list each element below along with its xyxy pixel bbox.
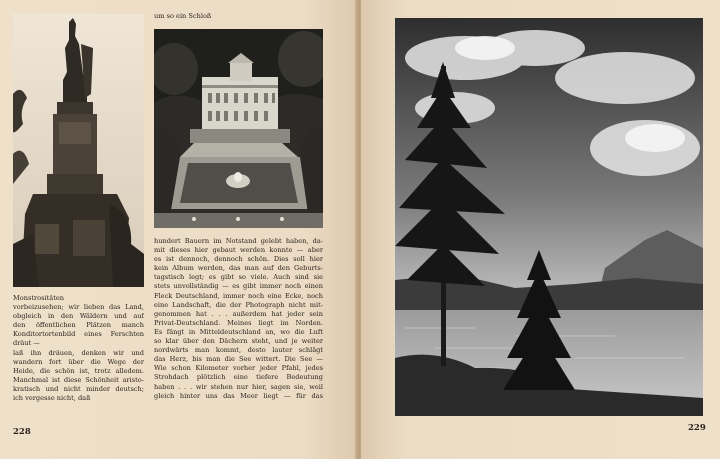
castle-photo [154, 29, 323, 228]
text-line: so klar über den Dächern steht, und je weiter [154, 337, 323, 346]
text-line: laß ihn dräuen, denken wir und [13, 348, 144, 357]
text-line: es ist dennoch, dennoch schön. Dies soll hier [154, 255, 323, 264]
text-line: genommen hat . . . außerdem hat jeder sein [154, 309, 323, 318]
text-line: Privat-Deutschland. Meines liegt im Norden. [154, 318, 323, 327]
text-line: Konditortortenbild eines Ferschten [13, 330, 144, 339]
text-line: haben . . . wir stehen nur hier, sagen sie, weil [154, 382, 323, 391]
text-line: vorbeizusehen; wir lieben das Land, [13, 303, 144, 312]
text-line: Es fängt in Mitteldeutschland an, wo die Luft [154, 327, 323, 336]
text-line: dräut — [13, 339, 40, 348]
text-line: das Herz, bis man die See wittert. Die See — [154, 355, 323, 364]
text-line: ich vergesse nicht, daß [13, 394, 91, 403]
text-line: tagstisch legt; es gibt so viele. Auch sind sie [154, 273, 323, 282]
middle-column-text [154, 237, 323, 401]
text-line: Strohdach plötzlich eine tiefere Bedeutung [154, 373, 323, 382]
text-line: kein Album werden, das man auf den Geburts- [154, 264, 323, 273]
text-line: Monstrositäten [13, 294, 64, 302]
left-column-text [13, 294, 144, 403]
left-page [0, 0, 357, 459]
text-line: hundert Bauern im Notstand gelebt haben, da- [154, 237, 323, 245]
text-line: Manchmal ist diese Schönheit aristo- [13, 375, 144, 384]
text-line: Wie schon Kilometer vorher jeder Pfahl, jedes [154, 364, 323, 373]
text-line: eine Landschaft, die der Photograph nicht mit- [154, 300, 323, 309]
text-line: Fleck Deutschland, immer noch eine Ecke, noch [154, 291, 323, 300]
text-line: kratisch und nicht minder deutsch; [13, 384, 144, 393]
text-line: den öffentlichen Plätzen manch [13, 321, 144, 330]
lake-landscape-photo [395, 18, 703, 416]
text-line: gleich hinter uns das Meer liegt — für das [154, 391, 323, 400]
monument-photo [13, 14, 144, 287]
text-line: Heide, die schön ist, trotz alledem. [13, 366, 144, 375]
page-number: 229 [688, 423, 706, 433]
text-line: stets unvollständig — es gibt immer noch einen [154, 282, 323, 291]
text-line: wandern fort über die Wege der [13, 357, 144, 366]
photo-caption: um so ein Schloß [154, 12, 212, 20]
text-line: obgleich in den Wäldern und auf [13, 312, 144, 321]
text-line: mit dieses hier gebaut werden konnte — aber [154, 246, 323, 255]
text-line: nordwärts man kommt, desto lauter schlägt [154, 346, 323, 355]
page-number: 228 [13, 427, 31, 437]
